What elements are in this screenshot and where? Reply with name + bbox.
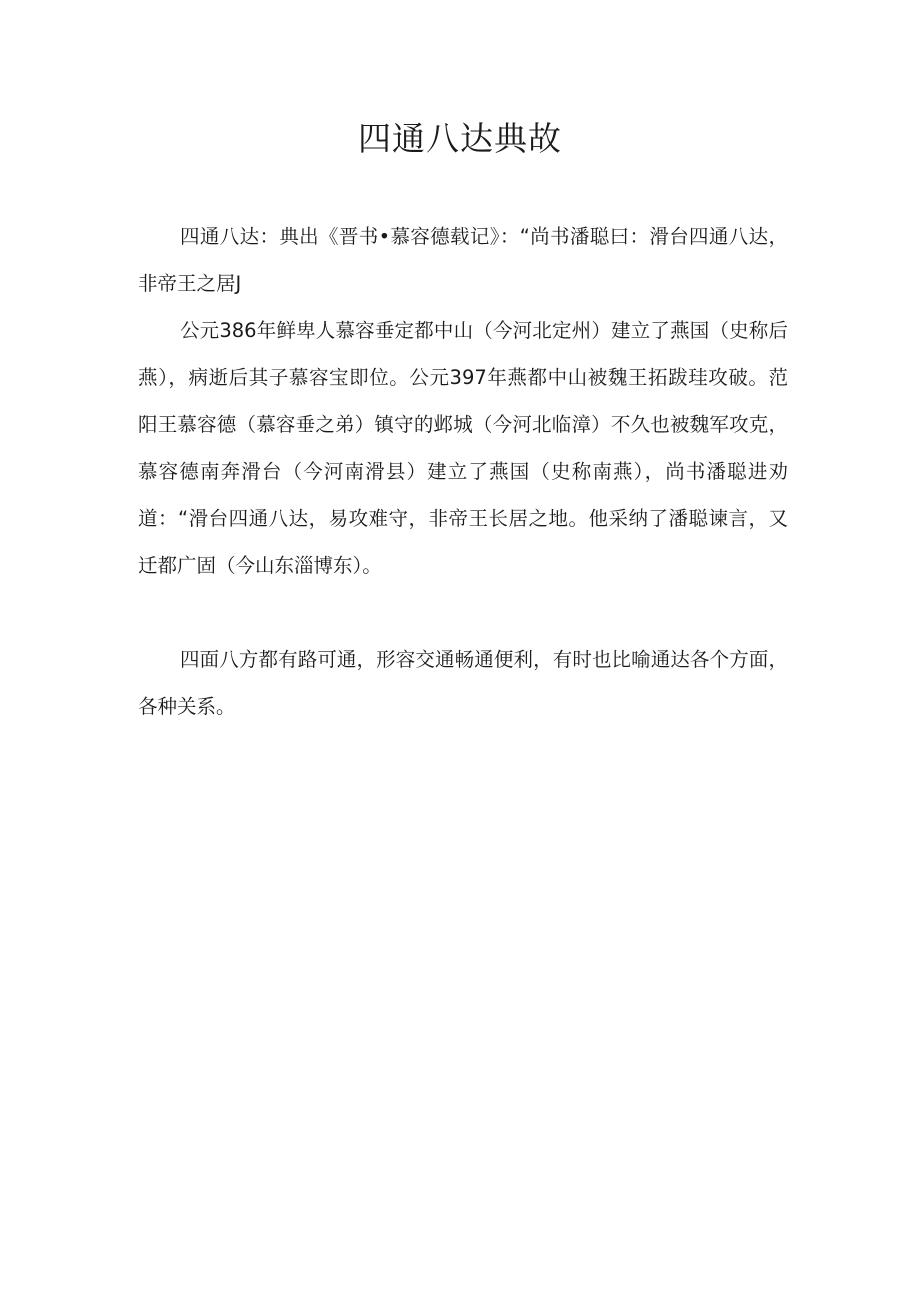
document-title: 四通八达典故 (358, 119, 562, 158)
paragraph-history: 公元386年鲜卑人慕容垂定都中山（今河北定州）建立了燕国（史称后燕），病逝后其子慕容宝即位。公元397年燕都中山被魏王拓跋珪攻破。范阳王慕容德（慕容垂之弟）镇守的邺城（今河北临漳）不久也被魏军攻克，慕容德南奔滑台（今河南滑县）建立了燕国（史称南燕），尚书潘聪进劝道：“滑台四通八达，易攻难守，非帝王长居之地。他采纳了潘聪谏言，又迁都广固（今山东淄博东）。 (138, 319, 788, 577)
paragraph-origin: 四通八达：典出《晋书•慕容德载记》：“尚书潘聪曰：滑台四通八达，非帝王之居J (138, 225, 788, 295)
paragraph-meaning: 四面八方都有路可通，形容交通畅通便利，有时也比喻通达各个方面，各种关系。 (138, 648, 788, 718)
